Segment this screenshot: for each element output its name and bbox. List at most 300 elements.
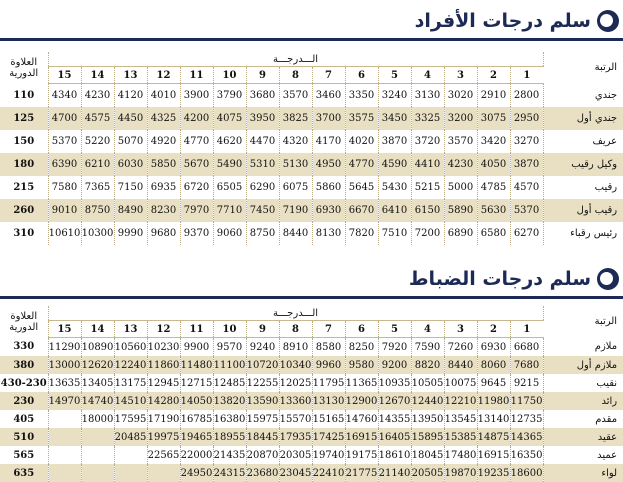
- table-row: [0, 107, 623, 130]
- allowance-header-line: العلاوة: [10, 56, 38, 68]
- salary-cell: 14740: [81, 392, 114, 410]
- salary-cell: 7510: [378, 222, 411, 245]
- salary-cell: 6890: [444, 222, 477, 245]
- salary-cell: 7365: [81, 176, 114, 199]
- salary-cell: 18610: [378, 446, 411, 464]
- allowance-cell: 430-230: [0, 374, 48, 392]
- salary-cell: 16915: [477, 446, 510, 464]
- salary-cell: 12900: [345, 392, 378, 410]
- grade-number-header: 1: [510, 321, 543, 338]
- allowance-cell: 260: [0, 199, 48, 222]
- grade-number-header: 3: [444, 67, 477, 84]
- salary-cell: [114, 464, 147, 482]
- salary-cell: 13820: [213, 392, 246, 410]
- salary-cell: 12025: [279, 374, 312, 392]
- salary-cell: [147, 464, 180, 482]
- grade-number-header: 5: [378, 321, 411, 338]
- salary-cell: 4325: [147, 107, 180, 130]
- salary-cell: 3450: [378, 107, 411, 130]
- salary-cell: 13140: [477, 410, 510, 428]
- salary-cell: 7710: [213, 199, 246, 222]
- grade-number-header: 8: [279, 321, 312, 338]
- salary-cell: 7590: [411, 338, 444, 357]
- salary-cell: 18045: [411, 446, 444, 464]
- salary-cell: 13950: [411, 410, 444, 428]
- table-row: [0, 176, 623, 199]
- salary-cell: 2800: [510, 84, 543, 108]
- salary-cell: 3020: [444, 84, 477, 108]
- salary-cell: 7970: [180, 199, 213, 222]
- salary-cell: 12620: [81, 356, 114, 374]
- grade-number-header: 2: [477, 67, 510, 84]
- salary-cell: 11750: [510, 392, 543, 410]
- salary-cell: 19235: [477, 464, 510, 482]
- salary-cell: 7680: [510, 356, 543, 374]
- salary-cell: 3075: [477, 107, 510, 130]
- salary-cell: 6930: [477, 338, 510, 357]
- salary-cell: 6390: [48, 153, 81, 176]
- salary-cell: 12945: [147, 374, 180, 392]
- salary-cell: 14355: [378, 410, 411, 428]
- grade-number-header: 15: [48, 67, 81, 84]
- salary-cell: 16915: [345, 428, 378, 446]
- salary-cell: 8820: [411, 356, 444, 374]
- salary-cell: 6270: [510, 222, 543, 245]
- salary-cell: 4575: [81, 107, 114, 130]
- salary-cell: 15385: [444, 428, 477, 446]
- salary-cell: 3460: [312, 84, 345, 108]
- salary-cell: 21435: [213, 446, 246, 464]
- table-row: [0, 84, 623, 108]
- salary-cell: 11980: [477, 392, 510, 410]
- allowance-cell: 215: [0, 176, 48, 199]
- grade-number-header: 12: [147, 67, 180, 84]
- grade-number-header: 15: [48, 321, 81, 338]
- salary-cell: 8750: [81, 199, 114, 222]
- rank-header: الرتبة: [594, 62, 618, 74]
- salary-cell: 15570: [279, 410, 312, 428]
- section-title: سلم درجات الضباط: [408, 268, 591, 290]
- salary-cell: 8440: [279, 222, 312, 245]
- salary-cell: 4920: [147, 130, 180, 153]
- salary-cell: 4470: [246, 130, 279, 153]
- salary-cell: 12240: [114, 356, 147, 374]
- salary-cell: 22410: [312, 464, 345, 482]
- salary-cell: 15165: [312, 410, 345, 428]
- salary-cell: 6670: [345, 199, 378, 222]
- salary-cell: 10610: [48, 222, 81, 245]
- grade-number-header: 1: [510, 67, 543, 84]
- salary-cell: 5130: [279, 153, 312, 176]
- salary-cell: 3570: [279, 84, 312, 108]
- salary-cell: 7580: [48, 176, 81, 199]
- salary-cell: 15975: [246, 410, 279, 428]
- allowance-header: [0, 306, 48, 338]
- grade-number-header: 2: [477, 321, 510, 338]
- salary-cell: 5645: [345, 176, 378, 199]
- salary-cell: 13635: [48, 374, 81, 392]
- salary-cell: 2950: [510, 107, 543, 130]
- salary-cell: 4320: [279, 130, 312, 153]
- salary-cell: 4020: [345, 130, 378, 153]
- salary-cell: 4770: [180, 130, 213, 153]
- salary-cell: 9215: [510, 374, 543, 392]
- salary-cell: 3200: [444, 107, 477, 130]
- salary-cell: 9900: [180, 338, 213, 357]
- salary-cell: 3420: [477, 130, 510, 153]
- salary-cell: 12255: [246, 374, 279, 392]
- grade-number-header: 5: [378, 67, 411, 84]
- salary-cell: 11365: [345, 374, 378, 392]
- salary-cell: 5860: [312, 176, 345, 199]
- rank-cell: جندي: [594, 89, 618, 101]
- allowance-cell: 310: [0, 222, 48, 245]
- table-row: [0, 130, 623, 153]
- salary-cell: 8490: [114, 199, 147, 222]
- allowance-cell: 510: [0, 428, 48, 446]
- salary-cell: 3575: [345, 107, 378, 130]
- salary-cell: 5630: [477, 199, 510, 222]
- salary-cell: 8130: [312, 222, 345, 245]
- salary-cell: 19870: [444, 464, 477, 482]
- salary-cell: 10935: [378, 374, 411, 392]
- salary-cell: 21775: [345, 464, 378, 482]
- salary-cell: 5215: [411, 176, 444, 199]
- grade-number-header: 9: [246, 67, 279, 84]
- allowance-cell: 565: [0, 446, 48, 464]
- salary-cell: 3870: [378, 130, 411, 153]
- salary-cell: 6150: [411, 199, 444, 222]
- salary-cell: 16405: [378, 428, 411, 446]
- allowance-cell: 380: [0, 356, 48, 374]
- salary-cell: 4200: [180, 107, 213, 130]
- salary-cell: 12670: [378, 392, 411, 410]
- salary-cell: 4410: [411, 153, 444, 176]
- salary-cell: 17190: [147, 410, 180, 428]
- grade-number-header: 7: [312, 321, 345, 338]
- allowance-cell: 110: [0, 84, 48, 108]
- grade-number-header: 6: [345, 321, 378, 338]
- salary-cell: 11480: [180, 356, 213, 374]
- salary-cell: 3950: [246, 107, 279, 130]
- allowance-cell: 230: [0, 392, 48, 410]
- grade-number-header: 14: [81, 67, 114, 84]
- salary-cell: 3790: [213, 84, 246, 108]
- salary-cell: 6505: [213, 176, 246, 199]
- salary-cell: 5000: [444, 176, 477, 199]
- salary-cell: 22000: [180, 446, 213, 464]
- salary-cell: 3325: [411, 107, 444, 130]
- salary-cell: 3130: [411, 84, 444, 108]
- salary-cell: 9960: [312, 356, 345, 374]
- allowance-cell: 405: [0, 410, 48, 428]
- salary-cell: 19175: [345, 446, 378, 464]
- salary-cell: 6935: [147, 176, 180, 199]
- title-divider: [0, 38, 623, 41]
- salary-cell: 14510: [114, 392, 147, 410]
- salary-cell: 21140: [378, 464, 411, 482]
- salary-cell: 16785: [180, 410, 213, 428]
- allowance-cell: 150: [0, 130, 48, 153]
- salary-cell: 17595: [114, 410, 147, 428]
- salary-cell: [48, 446, 81, 464]
- grade-number-header: 6: [345, 67, 378, 84]
- table-row: [0, 464, 623, 482]
- salary-cell: 4785: [477, 176, 510, 199]
- salary-cell: 4170: [312, 130, 345, 153]
- salary-cell: 4770: [345, 153, 378, 176]
- salary-cell: 20870: [246, 446, 279, 464]
- salary-cell: 6580: [477, 222, 510, 245]
- salary-cell: 5310: [246, 153, 279, 176]
- grade-number-header: 11: [180, 321, 213, 338]
- salary-cell: 4230: [444, 153, 477, 176]
- grade-number-header: 11: [180, 67, 213, 84]
- salary-cell: 5370: [510, 199, 543, 222]
- salary-cell: 9680: [147, 222, 180, 245]
- salary-cell: 11860: [147, 356, 180, 374]
- salary-cell: 13000: [48, 356, 81, 374]
- allowance-header-line: الدورية: [9, 321, 39, 333]
- salary-cell: 9240: [246, 338, 279, 357]
- salary-cell: 3720: [411, 130, 444, 153]
- salary-cell: 9060: [213, 222, 246, 245]
- grade-number-header: 10: [213, 67, 246, 84]
- salary-cell: 6290: [246, 176, 279, 199]
- salary-cell: 13175: [114, 374, 147, 392]
- salary-cell: 23680: [246, 464, 279, 482]
- salary-cell: [81, 428, 114, 446]
- salary-cell: 8060: [477, 356, 510, 374]
- salary-cell: 17935: [279, 428, 312, 446]
- salary-cell: 15895: [411, 428, 444, 446]
- salary-cell: 10720: [246, 356, 279, 374]
- salary-cell: 8230: [147, 199, 180, 222]
- salary-cell: 10560: [114, 338, 147, 357]
- salary-cell: 2910: [477, 84, 510, 108]
- salary-cell: [81, 464, 114, 482]
- grade-number-header: 4: [411, 321, 444, 338]
- salary-cell: 7200: [411, 222, 444, 245]
- salary-cell: 3700: [312, 107, 345, 130]
- salary-cell: 4010: [147, 84, 180, 108]
- salary-cell: 12735: [510, 410, 543, 428]
- allowance-cell: 330: [0, 338, 48, 357]
- rank-cell: لواء: [601, 467, 618, 479]
- salary-cell: 14970: [48, 392, 81, 410]
- salary-cell: 3350: [345, 84, 378, 108]
- salary-cell: [48, 410, 81, 428]
- salary-cell: 7450: [246, 199, 279, 222]
- salary-cell: 12715: [180, 374, 213, 392]
- salary-cell: 3680: [246, 84, 279, 108]
- rank-cell: نقيب: [596, 377, 618, 389]
- salary-cell: 3870: [510, 153, 543, 176]
- salary-cell: 10890: [81, 338, 114, 357]
- table-row: [0, 222, 623, 245]
- salary-cell: 4340: [48, 84, 81, 108]
- rank-cell: عريف: [592, 136, 618, 147]
- allowance-header-line: الدورية: [9, 67, 39, 79]
- allowance-cell: 125: [0, 107, 48, 130]
- salary-cell: 7920: [378, 338, 411, 357]
- salary-cell: 9645: [477, 374, 510, 392]
- salary-cell: 17425: [312, 428, 345, 446]
- salary-cell: 6030: [114, 153, 147, 176]
- rank-cell: رئيس رقباء: [570, 228, 618, 239]
- salary-cell: 9580: [345, 356, 378, 374]
- salary-cell: 16380: [213, 410, 246, 428]
- salary-cell: 3900: [180, 84, 213, 108]
- grade-number-header: 10: [213, 321, 246, 338]
- salary-cell: 3240: [378, 84, 411, 108]
- table-row: [0, 428, 623, 446]
- salary-cell: 14875: [477, 428, 510, 446]
- table-row: [0, 356, 623, 374]
- grade-number-header: 13: [114, 321, 147, 338]
- salary-cell: [114, 446, 147, 464]
- salary-cell: 12440: [411, 392, 444, 410]
- salary-cell: 10340: [279, 356, 312, 374]
- table-row: [0, 410, 623, 428]
- salary-cell: 13130: [312, 392, 345, 410]
- table-row: [0, 374, 623, 392]
- salary-cell: 20485: [114, 428, 147, 446]
- salary-cell: [48, 464, 81, 482]
- salary-cell: 5890: [444, 199, 477, 222]
- allowance-header: [0, 52, 48, 84]
- salary-cell: 12485: [213, 374, 246, 392]
- salary-cell: 24315: [213, 464, 246, 482]
- salary-cell: 18445: [246, 428, 279, 446]
- salary-cell: 6720: [180, 176, 213, 199]
- salary-cell: 11290: [48, 338, 81, 357]
- salary-cell: 7820: [345, 222, 378, 245]
- section-title-bar: [415, 6, 619, 36]
- rank-cell: رقيب أول: [576, 205, 618, 216]
- salary-cell: 3270: [510, 130, 543, 153]
- salary-cell: 9990: [114, 222, 147, 245]
- salary-cell: 22565: [147, 446, 180, 464]
- salary-cell: [48, 428, 81, 446]
- salary-cell: 17480: [444, 446, 477, 464]
- grade-number-header: 7: [312, 67, 345, 84]
- table-row: [0, 199, 623, 222]
- salary-cell: 13405: [81, 374, 114, 392]
- rank-cell: رائد: [601, 395, 618, 407]
- salary-cell: 19740: [312, 446, 345, 464]
- salary-cell: 14280: [147, 392, 180, 410]
- salary-cell: 10505: [411, 374, 444, 392]
- allowance-header-line: العلاوة: [10, 310, 38, 322]
- salary-cell: 13360: [279, 392, 312, 410]
- rank-cell: ملازم: [594, 341, 618, 353]
- salary-cell: 11100: [213, 356, 246, 374]
- salary-cell: [81, 446, 114, 464]
- salary-cell: 14050: [180, 392, 213, 410]
- salary-cell: 4700: [48, 107, 81, 130]
- officers-salary-section: [0, 258, 623, 480]
- salary-cell: 10230: [147, 338, 180, 357]
- salary-cell: 20505: [411, 464, 444, 482]
- allowance-cell: 635: [0, 464, 48, 482]
- salary-cell: 8750: [246, 222, 279, 245]
- grade-number-header: 14: [81, 321, 114, 338]
- rank-cell: عميد: [597, 449, 618, 461]
- salary-cell: 10075: [444, 374, 477, 392]
- table-row: [0, 338, 623, 357]
- salary-cell: 3570: [444, 130, 477, 153]
- salary-cell: 10300: [81, 222, 114, 245]
- salary-cell: 4620: [213, 130, 246, 153]
- table-row: [0, 446, 623, 464]
- grade-header: الـــدرجـــة: [48, 306, 543, 321]
- table-row: [0, 153, 623, 176]
- salary-cell: 4050: [477, 153, 510, 176]
- salary-cell: 4570: [510, 176, 543, 199]
- salary-cell: 5070: [114, 130, 147, 153]
- salary-cell: 19465: [180, 428, 213, 446]
- grade-header: الـــدرجـــة: [48, 52, 543, 67]
- salary-cell: 4590: [378, 153, 411, 176]
- salary-cell: 12210: [444, 392, 477, 410]
- salary-cell: 9570: [213, 338, 246, 357]
- salary-cell: 4450: [114, 107, 147, 130]
- enlisted-salary-table: [0, 52, 623, 245]
- rank-cell: مقدم: [595, 413, 618, 425]
- salary-cell: 4075: [213, 107, 246, 130]
- salary-cell: 3825: [279, 107, 312, 130]
- salary-cell: 8910: [279, 338, 312, 357]
- section-title-bar: [409, 264, 619, 294]
- grade-number-header: 9: [246, 321, 279, 338]
- salary-cell: 18600: [510, 464, 543, 482]
- allowance-cell: 180: [0, 153, 48, 176]
- salary-cell: 9200: [378, 356, 411, 374]
- salary-cell: 7260: [444, 338, 477, 357]
- officers-salary-table: [0, 306, 623, 482]
- salary-cell: 23045: [279, 464, 312, 482]
- grade-number-header: 13: [114, 67, 147, 84]
- grade-number-header: 12: [147, 321, 180, 338]
- salary-cell: 5670: [180, 153, 213, 176]
- salary-cell: 19975: [147, 428, 180, 446]
- salary-cell: 6410: [378, 199, 411, 222]
- salary-cell: 5370: [48, 130, 81, 153]
- salary-cell: 18955: [213, 428, 246, 446]
- salary-cell: 5490: [213, 153, 246, 176]
- circle-bullet-icon: [597, 10, 619, 32]
- salary-cell: 6210: [81, 153, 114, 176]
- grade-number-header: 8: [279, 67, 312, 84]
- salary-cell: 4950: [312, 153, 345, 176]
- salary-cell: 9010: [48, 199, 81, 222]
- salary-cell: 6075: [279, 176, 312, 199]
- circle-bullet-icon: [597, 268, 619, 290]
- salary-cell: 11795: [312, 374, 345, 392]
- salary-cell: 24950: [180, 464, 213, 482]
- rank-cell: جندي أول: [576, 113, 618, 124]
- rank-header: الرتبة: [594, 316, 618, 328]
- rank-cell: ملازم أول: [576, 359, 618, 371]
- salary-cell: 20305: [279, 446, 312, 464]
- salary-cell: 13545: [444, 410, 477, 428]
- salary-cell: 5220: [81, 130, 114, 153]
- salary-cell: 4120: [114, 84, 147, 108]
- title-divider: [0, 296, 623, 299]
- salary-cell: 13590: [246, 392, 279, 410]
- salary-cell: 7190: [279, 199, 312, 222]
